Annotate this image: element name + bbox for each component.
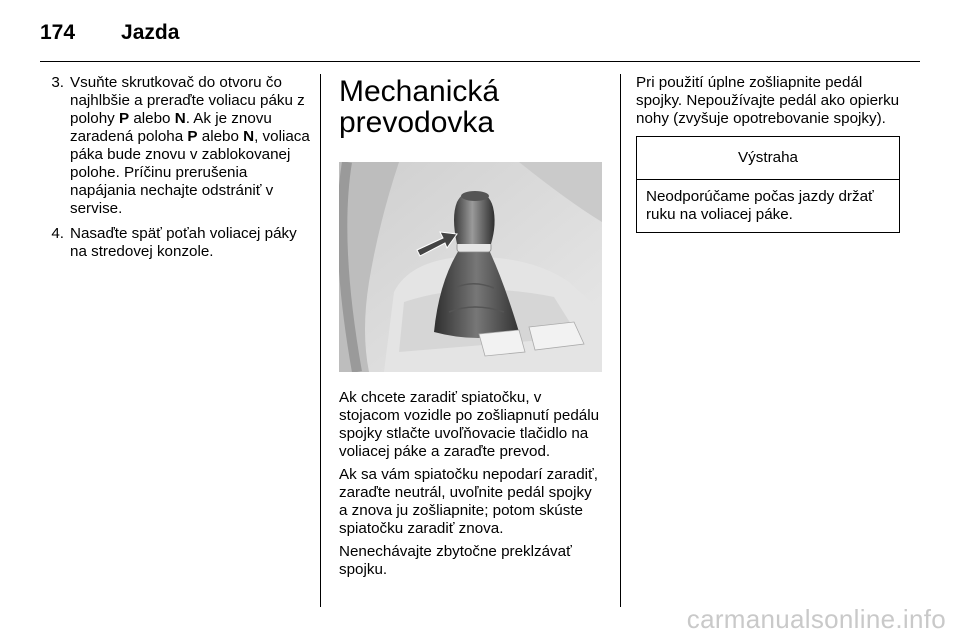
left-column	[40, 74, 310, 268]
page-header	[40, 18, 179, 48]
text-run: alebo	[197, 128, 244, 145]
text-run: Vsuňte skrutkovač do otvoru čo najhlbšie a preraďte voliacu páku z polohy	[70, 74, 305, 127]
bold-gear-letter: N	[174, 110, 186, 127]
middle-column-text	[339, 389, 602, 579]
bold-gear-letter: N	[243, 128, 255, 145]
step-text	[70, 225, 310, 261]
section-heading	[339, 76, 602, 138]
warning-text: Neodporúčame počas jazdy držať ruku na voliacej páke.	[646, 188, 874, 223]
heading-line: prevodovka	[339, 106, 495, 139]
paragraph: Nenechávajte zbytočne preklzávať spojku.	[339, 543, 572, 578]
right-column	[636, 74, 902, 233]
paragraph: Pri použití úplne zošliapnite pedál spojky. Nepoužívajte pedál ako opierku nohy (zvyšuje opotrebovanie spojky).	[636, 74, 900, 127]
middle-column	[339, 76, 602, 584]
paragraph: Ak sa vám spiatočku nepodarí zaradiť, zaraďte neutrál, uvoľnite pedál spojky a znova ju zošliapnite; potom skúste spiatočku zaradiť znova.	[339, 466, 598, 537]
bold-gear-letter: P	[118, 110, 130, 127]
step-item	[40, 225, 310, 261]
column-divider-2	[620, 74, 621, 607]
bold-gear-letter: P	[187, 128, 198, 145]
paragraph: Ak chcete zaradiť spiatočku, v stojacom vozidle po zošliapnutí pedálu spojky stlačte uvoľňovacie tlačidlo na voliacej páke a zaraďte prevod.	[339, 389, 600, 460]
heading-line: Mechanická	[339, 75, 500, 108]
text-run: . Ak je znovu zaradená poloha	[70, 110, 272, 145]
watermark: carmanualsonline.info	[686, 604, 946, 634]
text-run: Nasaďte späť poťah voliacej páky na stredovej konzole.	[70, 225, 297, 260]
column-divider-1	[320, 74, 321, 607]
warning-title: Výstraha	[637, 137, 899, 180]
step-number: 4.	[51, 225, 64, 242]
step-item	[40, 74, 310, 218]
section-title: Jazda	[121, 21, 180, 44]
step-text	[70, 74, 310, 218]
warning-box	[636, 136, 900, 233]
header-rule	[40, 61, 920, 62]
step-number: 3.	[51, 74, 64, 91]
text-run: alebo	[129, 110, 175, 127]
text-run: , voliaca páka bude znovu v zablokovanej polohe. Príčinu prerušenia napájania nechajte odstrániť v servise.	[70, 128, 310, 217]
gear-lever-illustration	[339, 162, 602, 372]
page-number: 174	[40, 21, 76, 44]
